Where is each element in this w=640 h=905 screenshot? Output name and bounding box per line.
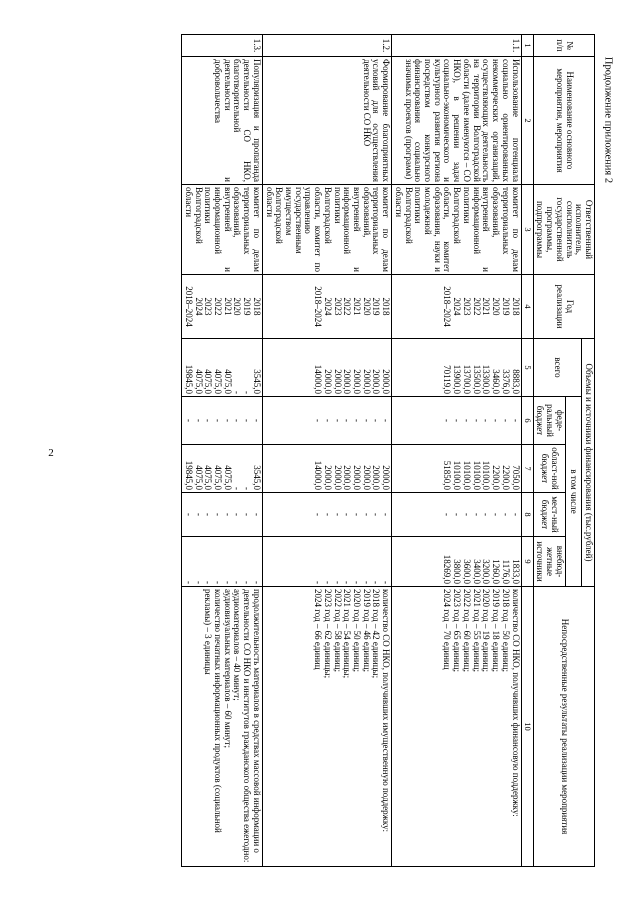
federal-budget-value: - [313, 419, 324, 422]
local-budget-value: - [471, 513, 482, 516]
column-numbers-row [521, 35, 533, 867]
extra-budget-value: 1176,0 [500, 559, 511, 585]
local-budget-value: - [203, 513, 214, 516]
total-value: 3376,0 [500, 369, 511, 394]
years-value: 2023 [332, 297, 343, 316]
years-value: 2020 [232, 297, 243, 316]
regional-budget-cell [262, 445, 391, 493]
local-budget-value: - [361, 513, 372, 516]
col-number: 2 [521, 57, 533, 185]
local-budget-value: - [510, 513, 521, 516]
local-budget-value: - [371, 513, 382, 516]
total-value: 13900,0 [452, 364, 463, 394]
total-value: - [242, 391, 253, 394]
federal-budget-value: - [500, 419, 511, 422]
col-number: 9 [521, 537, 533, 587]
regional-budget-value: 4075,0 [222, 465, 233, 490]
years-cell [262, 275, 391, 339]
years-value: 2022 [471, 297, 482, 316]
total-value: 2000,0 [381, 369, 392, 394]
total-value: 70119,0 [442, 365, 453, 394]
federal-budget-value: - [183, 419, 194, 422]
years-value: 2021 [222, 297, 233, 316]
local-budget-cell [182, 493, 263, 537]
total-value: 2000,0 [371, 369, 382, 394]
regional-budget-value: 2000,0 [322, 465, 333, 490]
years-value: 2019 [371, 297, 382, 316]
regional-budget-value: 10100,0 [471, 460, 482, 490]
extra-budget-value: 18269,0 [442, 554, 453, 585]
col-number: 1 [521, 35, 533, 57]
total-value: 13500,0 [471, 364, 482, 394]
local-budget-value: - [212, 513, 223, 516]
local-budget-value: - [342, 513, 353, 516]
regional-budget-value: 7050,0 [510, 465, 521, 490]
total-value: 14000,0 [313, 364, 324, 394]
years-value: 2024 [322, 297, 333, 316]
regional-budget-value: 2200,0 [491, 465, 502, 490]
header-federal: феде-ральный бюджет [533, 397, 565, 445]
funding-table [181, 34, 595, 867]
table-row [392, 35, 521, 867]
years-value: 2020 [491, 297, 502, 316]
measure-name-cell: Популяризация и пропаганда деятельности СО НКО, благотворительной деятельности и добровольчества [182, 57, 263, 185]
years-value: 2019 [500, 297, 511, 316]
col-number: 6 [521, 397, 533, 445]
federal-budget-value: - [361, 419, 372, 422]
regional-budget-cell [182, 445, 263, 493]
extra-budget-value: 1260,0 [491, 559, 502, 585]
federal-budget-value: - [381, 419, 392, 422]
header-total: всего [533, 339, 582, 397]
table-header [521, 35, 594, 867]
federal-budget-value: - [452, 419, 463, 422]
federal-budget-cell [182, 397, 263, 445]
years-value: 2018 [251, 297, 262, 316]
regional-budget-value: 10100,0 [461, 460, 472, 490]
total-cell [392, 339, 521, 397]
col-number: 7 [521, 445, 533, 493]
years-value: 2018 [510, 297, 521, 316]
extra-budget-value: - [193, 581, 204, 585]
header-name: Наименование основного мероприятия, мероприятия [533, 57, 594, 185]
regional-budget-value: 19845,0 [183, 460, 194, 490]
local-budget-cell [262, 493, 391, 537]
extra-budget-value: - [361, 581, 372, 585]
regional-budget-value: 10100,0 [452, 460, 463, 490]
col-number: 3 [521, 185, 533, 275]
extra-budget-value: - [381, 581, 392, 585]
years-cell [182, 275, 263, 339]
total-value: 2000,0 [352, 369, 363, 394]
extra-budget-value: - [313, 581, 324, 585]
local-budget-value: - [322, 513, 333, 516]
measure-name-cell: Использование потенциала социально ориентированных некоммерческих организаций, осуществляющих деятельность на территории Волгоградской области (далее именуются – СО НКО), в решении задач социально-экономического и культурного развития региона посредством конкурсного финансирования социально значимых проектов (программ) [392, 57, 521, 185]
federal-budget-value: - [332, 419, 343, 422]
extra-budget-value: - [322, 581, 333, 585]
regional-budget-value: - [232, 487, 243, 490]
regional-budget-value: - [242, 487, 253, 490]
col-number: 5 [521, 339, 533, 397]
regional-budget-value: 2000,0 [342, 465, 353, 490]
regional-budget-value: 2000,0 [381, 465, 392, 490]
federal-budget-value: - [510, 419, 521, 422]
header-regional: област-ной бюджет [533, 445, 565, 493]
regional-budget-value: 10100,0 [481, 460, 492, 490]
row-number-cell: 1.3. [182, 35, 263, 57]
regional-budget-value: 51850,0 [442, 460, 453, 490]
appendix-label-text: Продолжение приложения 2 [602, 56, 614, 184]
total-value: 2000,0 [332, 369, 343, 394]
measure-name-cell: Формирование благоприятных условий для осуществления деятельности СО НКО [262, 57, 391, 185]
header-executor: Ответственный исполнитель, соисполнитель государственной программы, подпрограммы [533, 185, 594, 275]
extra-budget-value: - [371, 581, 382, 585]
years-value: 2023 [203, 297, 214, 316]
total-value: 2000,0 [342, 369, 353, 394]
table-row [182, 35, 263, 867]
total-value: 13300,0 [481, 364, 492, 394]
table-row [262, 35, 391, 867]
regional-budget-value: 14000,0 [313, 460, 324, 490]
local-budget-value: - [481, 513, 492, 516]
federal-budget-value: - [222, 419, 233, 422]
executor-cell: комитет по делам территориальных образований, внутренней и информационной политики Волгоградской области [182, 185, 263, 275]
total-value: 4075,0 [203, 369, 214, 394]
total-value: 2000,0 [322, 369, 333, 394]
years-value: 2024 [193, 297, 204, 316]
years-value: 2023 [461, 297, 472, 316]
total-value: 4075,0 [212, 369, 223, 394]
col-number: 8 [521, 493, 533, 537]
federal-budget-value: - [242, 419, 253, 422]
local-budget-value: - [251, 513, 262, 516]
regional-budget-value: 2200,0 [500, 465, 511, 490]
years-value: 2024 [452, 297, 463, 316]
regional-budget-value: 3545,0 [251, 465, 262, 490]
local-budget-value: - [381, 513, 392, 516]
total-value: 2000,0 [361, 369, 372, 394]
total-value: 13700,0 [461, 364, 472, 394]
header-extra: внебюд-жетные источники [533, 537, 565, 587]
table-body [182, 35, 521, 867]
extra-budget-cell [392, 537, 521, 587]
total-value: - [232, 391, 243, 394]
local-budget-value: - [352, 513, 363, 516]
federal-budget-value: - [461, 419, 472, 422]
federal-budget-value: - [342, 419, 353, 422]
years-value: 2021 [352, 297, 363, 316]
local-budget-value: - [442, 513, 453, 516]
total-value: 4075,0 [193, 369, 204, 394]
extra-budget-value: - [342, 581, 353, 585]
years-value: 2018–2024 [313, 286, 324, 327]
header-local: мест-ный бюджет [533, 493, 565, 537]
total-cell [182, 339, 263, 397]
executor-cell: комитет по делам территориальных образований, внутренней и информационной политики Волгоградской области, комитет образования, науки и молодежной политики Волгоградской области [392, 185, 521, 275]
federal-budget-value: - [212, 419, 223, 422]
regional-budget-value: 4075,0 [193, 465, 204, 490]
local-budget-value: - [232, 513, 243, 516]
local-budget-value: - [500, 513, 511, 516]
row-number-cell: 1.2. [262, 35, 391, 57]
extra-budget-value: - [332, 581, 343, 585]
regional-budget-value: 4075,0 [203, 465, 214, 490]
local-budget-value: - [461, 513, 472, 516]
local-budget-cell [392, 493, 521, 537]
header-funding: Объемы и источники финансирования (тыс.рублей) [582, 339, 595, 587]
federal-budget-value: - [352, 419, 363, 422]
local-budget-value: - [183, 513, 194, 516]
regional-budget-value: 2000,0 [352, 465, 363, 490]
result-cell: продолжительность материалов в средствах массовой информации о деятельности СО НКО и институтов гражданского общества ежегодно: аудиоматериалов – 40 минут; аудиовизуальных материалов – 60 минут; количество печатных информационных продуктов (социальной рекламы) – 3 единицы [182, 587, 263, 867]
years-value: 2019 [242, 297, 253, 316]
local-budget-value: - [491, 513, 502, 516]
federal-budget-value: - [232, 419, 243, 422]
total-value: 3545,0 [251, 369, 262, 394]
local-budget-value: - [242, 513, 253, 516]
total-value: 19845,0 [183, 364, 194, 394]
total-value: 8883,0 [510, 369, 521, 394]
federal-budget-value: - [371, 419, 382, 422]
result-cell: количество СО НКО, получивших финансовую поддержку: 2018 год – 50 единиц; 2019 год – 18 единиц; 2020 год – 19 единиц; 2021 год – 55 единиц; 2022 год – 60 единиц; 2023 год – 65 единиц; 2024 год – 70 единиц [392, 587, 521, 867]
extra-budget-value: - [242, 581, 253, 585]
extra-budget-value: - [352, 581, 363, 585]
extra-budget-cell [262, 537, 391, 587]
federal-budget-value: - [491, 419, 502, 422]
federal-budget-value: - [481, 419, 492, 422]
regional-budget-value: 2000,0 [361, 465, 372, 490]
extra-budget-value: 3800,0 [452, 559, 463, 585]
extra-budget-value: - [251, 581, 262, 585]
extra-budget-value: - [222, 581, 233, 585]
appendix-label [598, 20, 618, 220]
extra-budget-value: - [183, 581, 194, 585]
extra-budget-value: - [232, 581, 243, 585]
years-value: 2022 [342, 297, 353, 316]
federal-budget-cell [262, 397, 391, 445]
federal-budget-cell [392, 397, 521, 445]
federal-budget-value: - [471, 419, 482, 422]
years-value: 2021 [481, 297, 492, 316]
federal-budget-value: - [442, 419, 453, 422]
extra-budget-value: 1833,0 [510, 559, 521, 585]
local-budget-value: - [193, 513, 204, 516]
regional-budget-cell [392, 445, 521, 493]
local-budget-value: - [452, 513, 463, 516]
years-value: 2018 [381, 297, 392, 316]
rotated-page [131, 34, 595, 866]
header-year: Год реализации [533, 275, 594, 339]
years-cell [392, 275, 521, 339]
local-budget-value: - [313, 513, 324, 516]
federal-budget-value: - [251, 419, 262, 422]
col-number: 4 [521, 275, 533, 339]
result-cell: количество СО НКО, получивших имущественную поддержку: 2018 год – 42 единицы; 2019 год – 46 единиц; 2020 год – 50 единиц; 2021 год – 54 единицы; 2022 год – 58 единиц; 2023 год – 62 единицы; 2024 год – 66 единиц [262, 587, 391, 867]
regional-budget-value: 2000,0 [371, 465, 382, 490]
header-including: в том числе [565, 397, 581, 587]
regional-budget-value: 4075,0 [212, 465, 223, 490]
col-number: 10 [521, 587, 533, 867]
extra-budget-value: 3200,0 [481, 559, 492, 585]
extra-budget-value: - [212, 581, 223, 585]
row-number-cell: 1.1. [392, 35, 521, 57]
years-value: 2022 [212, 297, 223, 316]
total-value: 4075,0 [222, 369, 233, 394]
extra-budget-value: 3600,0 [461, 559, 472, 585]
total-cell [262, 339, 391, 397]
extra-budget-cell [182, 537, 263, 587]
local-budget-value: - [222, 513, 233, 516]
years-value: 2018–2024 [183, 286, 194, 327]
extra-budget-value: 3400,0 [471, 559, 482, 585]
years-value: 2018–2024 [442, 286, 453, 327]
extra-budget-value: - [203, 581, 214, 585]
local-budget-value: - [332, 513, 343, 516]
federal-budget-value: - [203, 419, 214, 422]
federal-budget-value: - [322, 419, 333, 422]
total-value: 3460,0 [491, 369, 502, 394]
header-num: № п/п [533, 35, 594, 57]
federal-budget-value: - [193, 419, 204, 422]
regional-budget-value: 2000,0 [332, 465, 343, 490]
page-number: 2 [48, 447, 54, 459]
header-result: Непосредственные результаты реализации мероприятия [533, 587, 594, 867]
executor-cell: комитет по делам территориальных образований, внутренней и информационной политики Волгоградской области, комитет по управлению государственным имуществом Волгоградской области [262, 185, 391, 275]
years-value: 2020 [361, 297, 372, 316]
